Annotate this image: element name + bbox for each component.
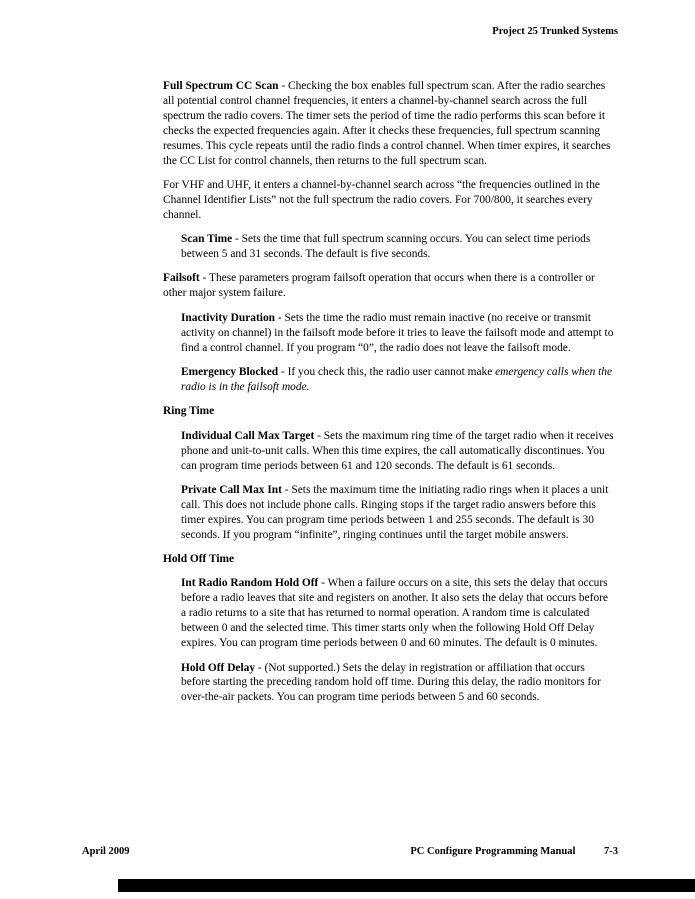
text-run-normal: - Sets the time that full spectrum scanning occurs. You can select time periods between 5 and 31 seconds. The default is five seconds.	[181, 233, 591, 261]
footer-manual-title: PC Configure Programming Manual	[410, 846, 576, 857]
paragraph	[163, 178, 615, 223]
text-run-bold: Failsoft	[163, 272, 200, 285]
text-run-normal: For VHF and UHF, it enters a channel-by-channel search across “the frequencies outlined in the Channel Identifier Lists” not the full spectrum the radio covers. For 700/800, it searches every channel.	[163, 178, 600, 221]
text-run-bold: Hold Off Delay	[181, 661, 256, 674]
page-header	[82, 26, 618, 37]
text-run-normal: - Checking the box enables full spectrum scan. After the radio searches all potential control channel frequencies, it enters a channel-by-channel search across the full spectrum the radio covers. The timer sets the period of time the radio performs this scan before it checks the expected frequencies again. After it checks these frequencies, full spectrum scanning resumes. This cycle repeats until the radio finds a control channel. When timer expires, it searches the CC List for control channels, then returns to the full spectrum scan.	[163, 80, 611, 167]
paragraph	[181, 483, 615, 543]
paragraph	[181, 661, 615, 706]
paragraph	[181, 311, 615, 356]
page-footer	[82, 846, 618, 857]
text-run-bold: Hold Off Time	[163, 553, 235, 566]
paragraph	[163, 79, 615, 168]
text-run-normal: - (Not supported.) Sets the delay in registration or affiliation that occurs before starting the preceding random hold off time. During this delay, the radio monitors for over-the-air packets. You can program time periods between 5 and 60 seconds.	[181, 661, 601, 704]
text-run-bold: Emergency Blocked	[181, 366, 279, 378]
paragraph	[181, 576, 615, 651]
paragraph	[163, 404, 615, 419]
paragraph	[181, 365, 615, 395]
text-run-bold: Individual Call Max Target	[181, 429, 315, 442]
text-run-normal: - These parameters program failsoft operation that occurs when there is a controller or other major system failure.	[163, 272, 595, 300]
text-run-bold: Inactivity Duration	[181, 311, 275, 324]
page-content	[163, 79, 615, 715]
text-run-normal: - Sets the time the radio must remain inactive (no receive or transmit activity on channel) in the failsoft mode before it tries to leave the failsoft mode and attempt to find a control channel. If you program “0”, the radio does not leave the failsoft mode.	[181, 311, 614, 354]
text-run-bold: Full Spectrum CC Scan	[163, 80, 279, 92]
paragraph	[163, 552, 615, 567]
header-title: Project 25 Trunked Systems	[492, 26, 618, 37]
text-run-bold: Scan Time	[181, 233, 233, 246]
text-run-normal: - Sets the maximum time the initiating radio rings when it places a unit call. This does not include phone calls. Ringing stops if the target radio answers before this timer expires. You can program time periods between 1 and 255 seconds. The default is 30 seconds. If you program “infinite”, ringing continues until the target mobile answers.	[181, 483, 609, 541]
text-run-normal: - When a failure occurs on a site, this sets the delay that occurs before a radio leaves that site and registers on another. It also sets the delay that occurs before a radio returns to a site that has returned to normal operation. A random time is calculated between 0 and the selected time. This timer starts only when the following Hold Off Delay expires. You can program time periods between 0 and 60 minutes. The default is 0 minutes.	[181, 577, 608, 650]
text-run-bold: Private Call Max Int	[181, 483, 282, 496]
text-run-italic: emergency calls when the radio is in the failsoft mode.	[181, 366, 613, 393]
text-run-bold: Ring Time	[163, 405, 215, 418]
text-run-normal: - If you check this, the radio user cannot make	[278, 366, 496, 378]
paragraph	[181, 232, 615, 262]
footer-page-number: 7-3	[604, 846, 618, 857]
bottom-bar	[118, 879, 695, 892]
paragraph	[163, 271, 615, 301]
text-run-normal: - Sets the maximum ring time of the target radio when it receives phone and unit-to-unit calls. When this time expires, the call automatically discontinues. You can program time periods between 61 and 120 seconds. The default is 61 seconds.	[181, 429, 614, 472]
footer-date: April 2009	[82, 846, 130, 857]
footer-right	[410, 846, 618, 857]
paragraph	[181, 429, 615, 474]
text-run-bold: Int Radio Random Hold Off	[181, 577, 319, 590]
